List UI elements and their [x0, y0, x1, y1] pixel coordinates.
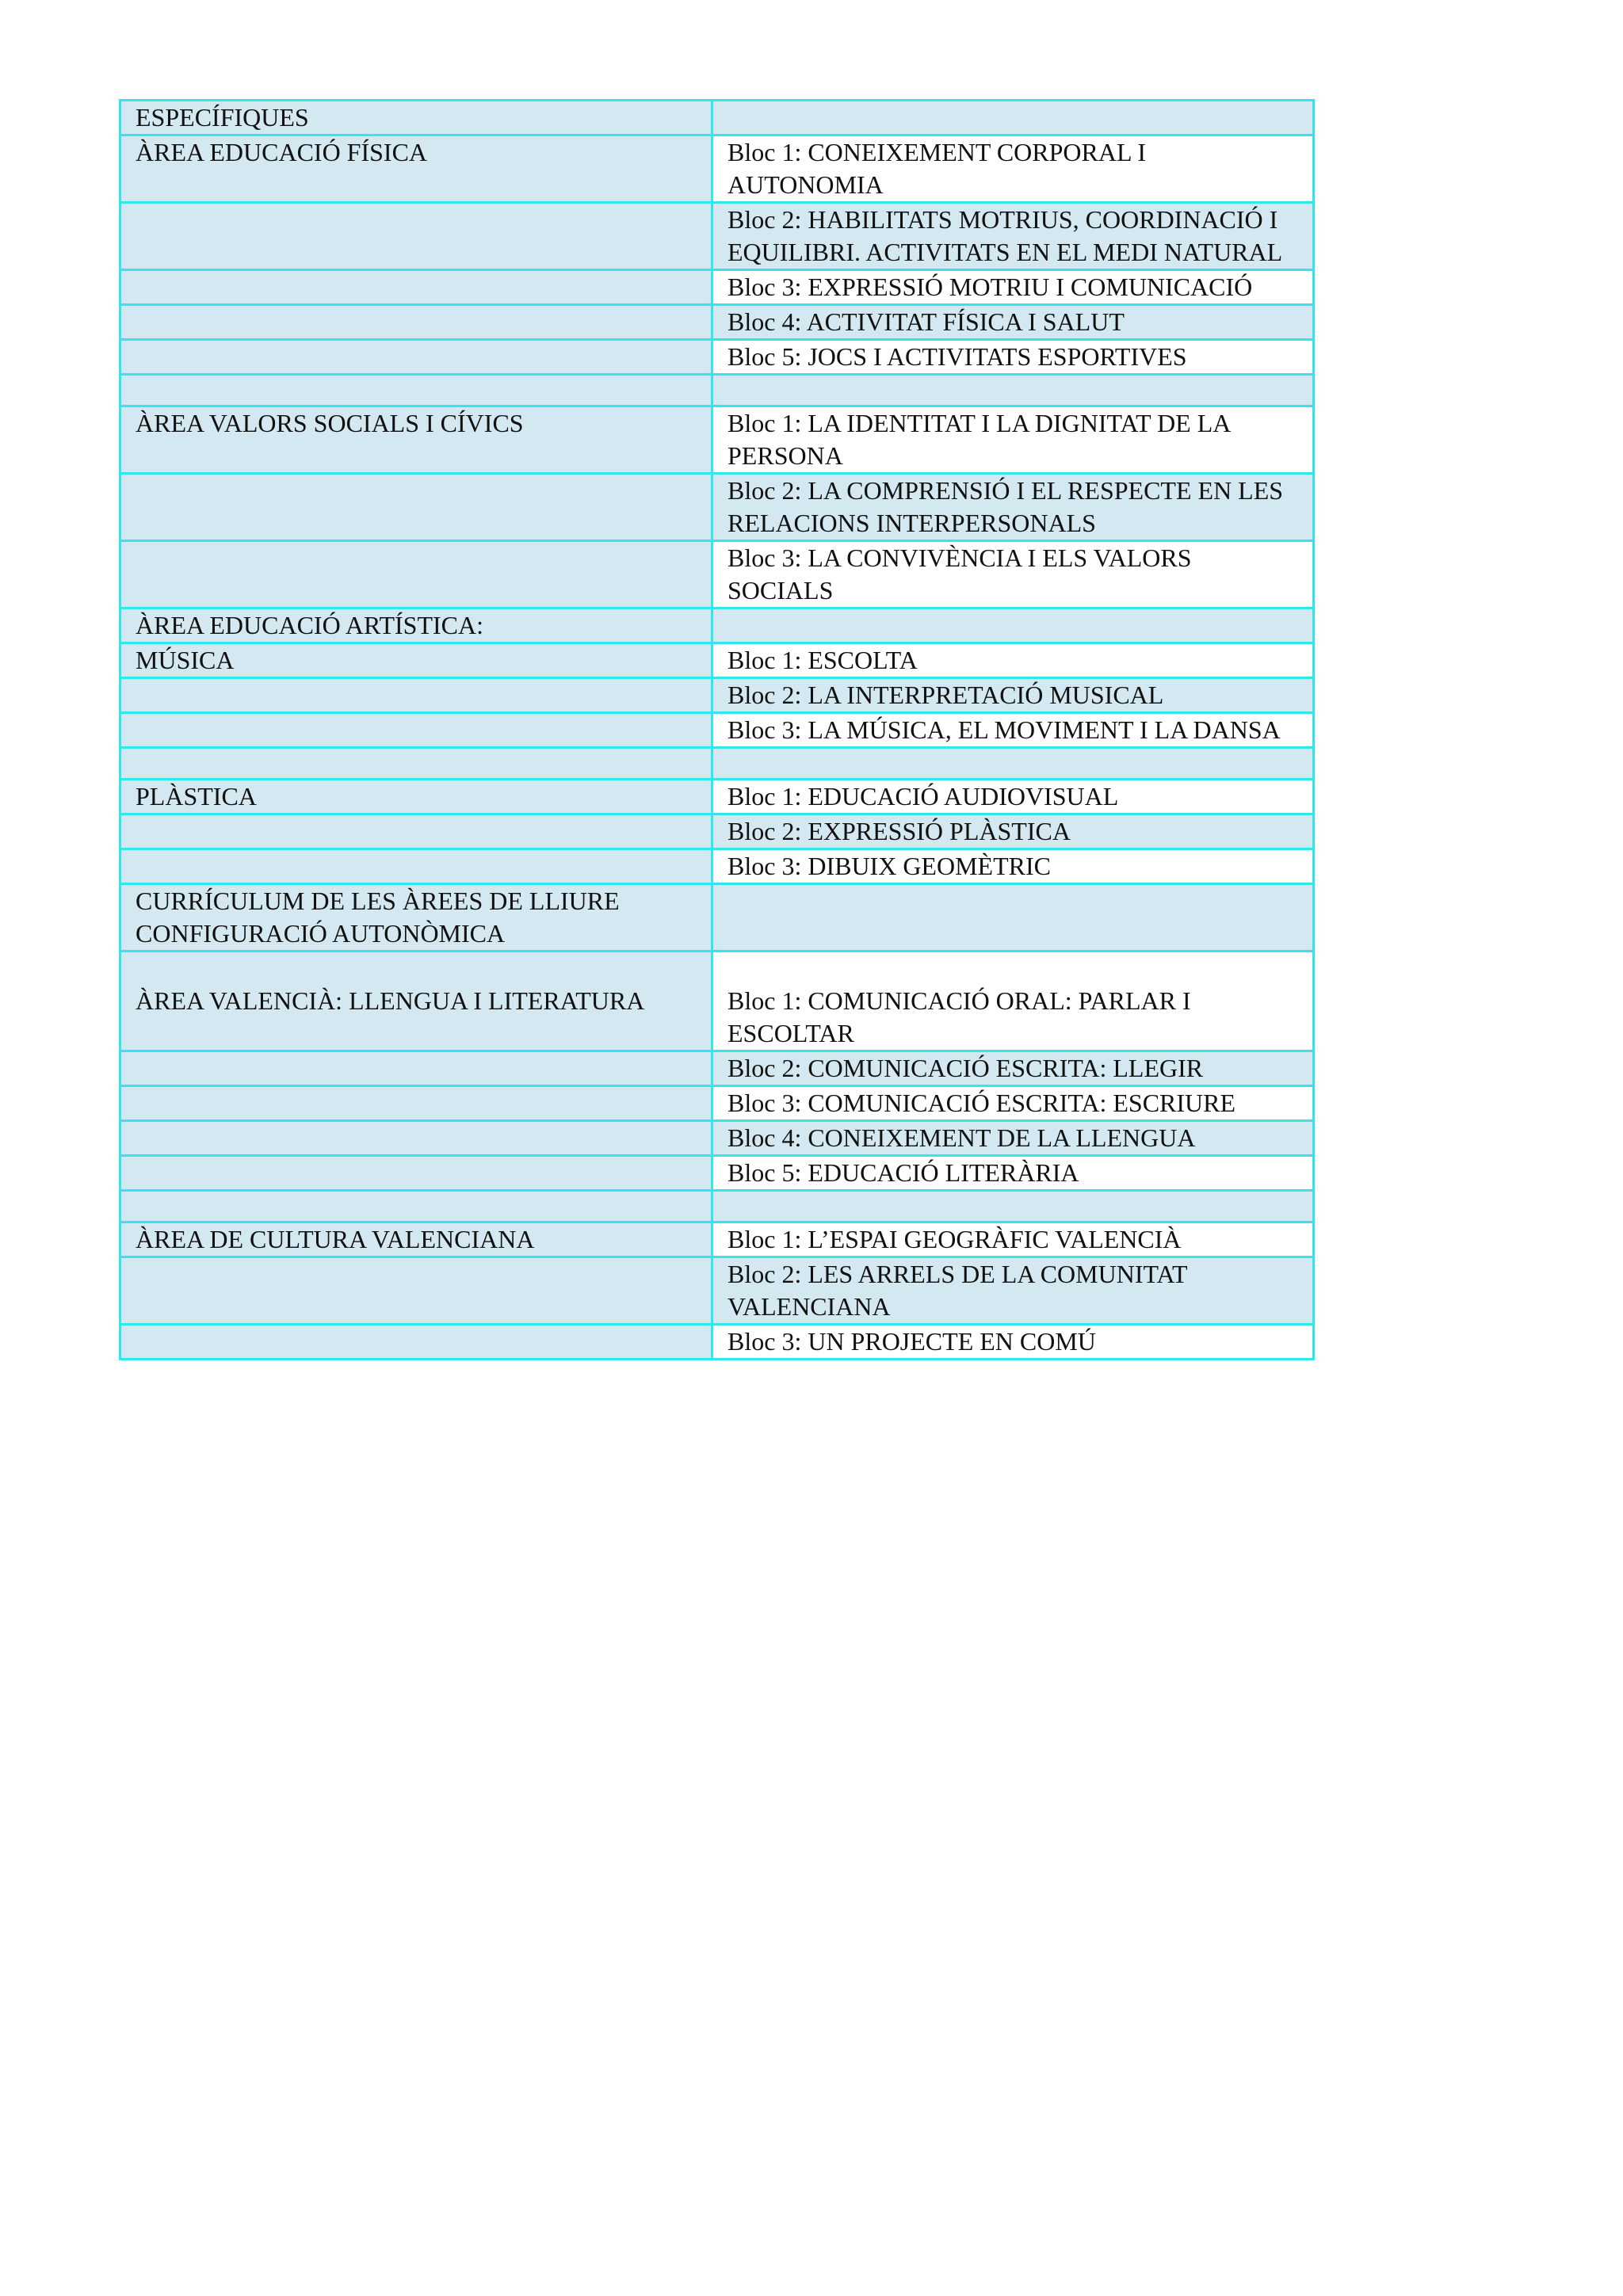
table-row [120, 713, 1314, 748]
area-cell: ÀREA VALENCIÀ: LLENGUA I LITERATURA [120, 952, 712, 1051]
bloc-cell [712, 101, 1314, 135]
table-row [120, 1121, 1314, 1156]
table-row [120, 1191, 1314, 1222]
bloc-cell: Bloc 3: LA CONVIVÈNCIA I ELS VALORS SOCIALS [712, 541, 1314, 608]
table-row [120, 643, 1314, 678]
table-row [120, 270, 1314, 305]
bloc-cell: Bloc 2: HABILITATS MOTRIUS, COORDINACIÓ I EQUILIBRI. ACTIVITATS EN EL MEDI NATURAL [712, 203, 1314, 270]
bloc-cell: Bloc 1: EDUCACIÓ AUDIOVISUAL [712, 780, 1314, 814]
area-cell [120, 1156, 712, 1191]
bloc-cell [712, 375, 1314, 406]
bloc-cell [712, 748, 1314, 780]
bloc-cell: Bloc 2: LES ARRELS DE LA COMUNITAT VALENCIANA [712, 1257, 1314, 1325]
table-row [120, 406, 1314, 474]
area-cell [120, 375, 712, 406]
area-cell [120, 1051, 712, 1086]
table-row [120, 780, 1314, 814]
area-cell [120, 748, 712, 780]
area-cell: ÀREA DE CULTURA VALENCIANA [120, 1222, 712, 1257]
table-row [120, 135, 1314, 203]
area-cell [120, 849, 712, 884]
bloc-cell [712, 884, 1314, 952]
area-cell [120, 203, 712, 270]
curriculum-table [119, 99, 1315, 1360]
area-cell: MÚSICA [120, 643, 712, 678]
bloc-cell: Bloc 1: CONEIXEMENT CORPORAL I AUTONOMIA [712, 135, 1314, 203]
bloc-cell: Bloc 2: COMUNICACIÓ ESCRITA: LLEGIR [712, 1051, 1314, 1086]
bloc-cell: Bloc 3: COMUNICACIÓ ESCRITA: ESCRIURE [712, 1086, 1314, 1121]
bloc-cell: Bloc 4: ACTIVITAT FÍSICA I SALUT [712, 305, 1314, 340]
area-cell [120, 814, 712, 849]
bloc-cell: Bloc 1: COMUNICACIÓ ORAL: PARLAR I ESCOLTAR [712, 952, 1314, 1051]
area-cell [120, 1257, 712, 1325]
table-row [120, 1156, 1314, 1191]
table-row [120, 608, 1314, 643]
table-row [120, 340, 1314, 375]
area-cell [120, 1121, 712, 1156]
table-row [120, 849, 1314, 884]
area-cell [120, 713, 712, 748]
table-row [120, 814, 1314, 849]
table-row [120, 1051, 1314, 1086]
bloc-cell: Bloc 4: CONEIXEMENT DE LA LLENGUA [712, 1121, 1314, 1156]
table-row [120, 203, 1314, 270]
table-row [120, 952, 1314, 1051]
table-row [120, 541, 1314, 608]
bloc-cell: Bloc 1: ESCOLTA [712, 643, 1314, 678]
table-row [120, 678, 1314, 713]
table-row [120, 101, 1314, 135]
table-row [120, 1325, 1314, 1360]
area-cell [120, 474, 712, 541]
table-row [120, 375, 1314, 406]
area-cell [120, 270, 712, 305]
area-cell [120, 1191, 712, 1222]
bloc-cell: Bloc 3: EXPRESSIÓ MOTRIU I COMUNICACIÓ [712, 270, 1314, 305]
area-cell: CURRÍCULUM DE LES ÀREES DE LLIURE CONFIGURACIÓ AUTONÒMICA [120, 884, 712, 952]
bloc-cell: Bloc 5: EDUCACIÓ LITERÀRIA [712, 1156, 1314, 1191]
bloc-cell: Bloc 3: DIBUIX GEOMÈTRIC [712, 849, 1314, 884]
bloc-cell [712, 1191, 1314, 1222]
area-cell [120, 1325, 712, 1360]
area-cell: PLÀSTICA [120, 780, 712, 814]
area-cell [120, 340, 712, 375]
area-cell [120, 1086, 712, 1121]
table-row [120, 474, 1314, 541]
area-cell [120, 305, 712, 340]
table-row [120, 1222, 1314, 1257]
area-cell [120, 678, 712, 713]
bloc-cell: Bloc 2: LA INTERPRETACIÓ MUSICAL [712, 678, 1314, 713]
bloc-cell: Bloc 3: LA MÚSICA, EL MOVIMENT I LA DANSA [712, 713, 1314, 748]
table-row [120, 1086, 1314, 1121]
area-cell: ÀREA EDUCACIÓ FÍSICA [120, 135, 712, 203]
table-row [120, 1257, 1314, 1325]
bloc-cell: Bloc 1: L’ESPAI GEOGRÀFIC VALENCIÀ [712, 1222, 1314, 1257]
table-row [120, 305, 1314, 340]
bloc-cell: Bloc 2: EXPRESSIÓ PLÀSTICA [712, 814, 1314, 849]
bloc-cell: Bloc 3: UN PROJECTE EN COMÚ [712, 1325, 1314, 1360]
table-row [120, 884, 1314, 952]
curriculum-table-body [120, 101, 1314, 1360]
area-cell: ÀREA VALORS SOCIALS I CÍVICS [120, 406, 712, 474]
area-cell [120, 541, 712, 608]
area-cell: ESPECÍFIQUES [120, 101, 712, 135]
bloc-cell: Bloc 1: LA IDENTITAT I LA DIGNITAT DE LA PERSONA [712, 406, 1314, 474]
bloc-cell: Bloc 2: LA COMPRENSIÓ I EL RESPECTE EN LES RELACIONS INTERPERSONALS [712, 474, 1314, 541]
bloc-cell: Bloc 5: JOCS I ACTIVITATS ESPORTIVES [712, 340, 1314, 375]
area-cell: ÀREA EDUCACIÓ ARTÍSTICA: [120, 608, 712, 643]
bloc-cell [712, 608, 1314, 643]
table-row [120, 748, 1314, 780]
